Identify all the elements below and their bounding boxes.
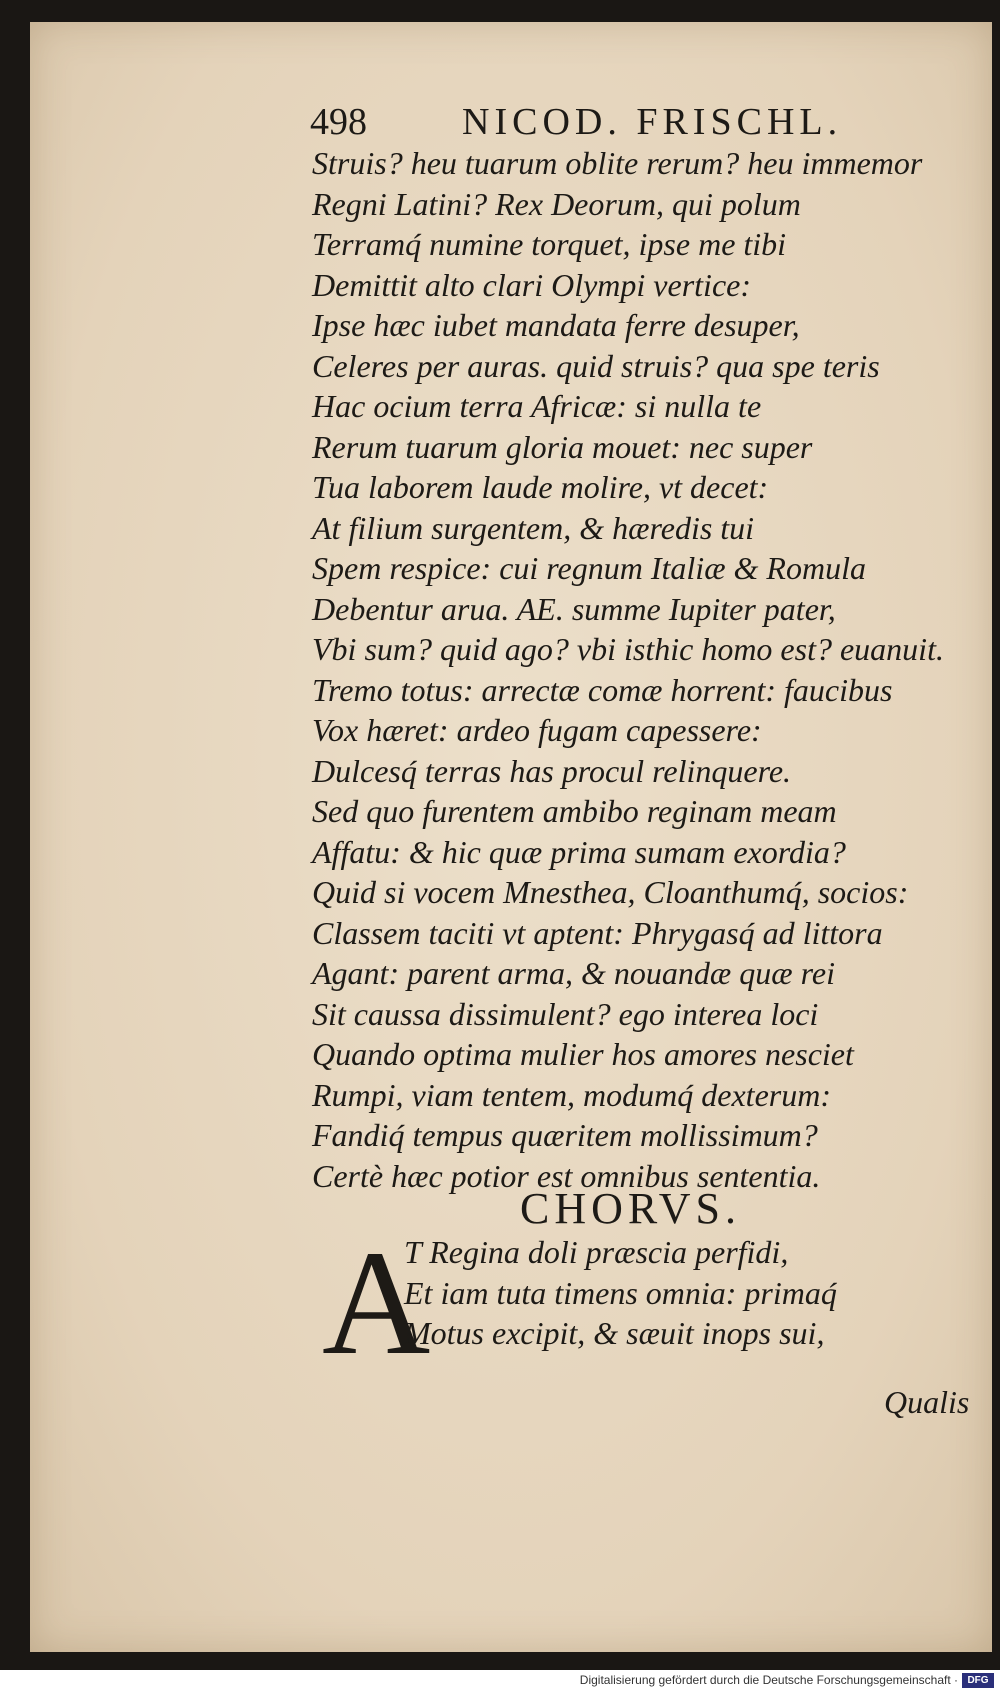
verse-line: Vbi sum? quid ago? vbi isthic homo est? euanuit. [312, 631, 944, 667]
verse-line: Fandiq́ tempus quæritem mollissimum? [312, 1117, 818, 1153]
verse-line: Tremo totus: arrectæ comæ horrent: faucibus [312, 671, 893, 708]
verse-line: Spem respice: cui regnum Italiæ & Romula [312, 550, 866, 586]
chorus-line: Et iam tuta timens omnia: primaq́ [404, 1274, 837, 1311]
footer-bar [0, 1670, 1000, 1693]
drop-cap: A [322, 1220, 431, 1386]
verse-line: Rumpi, viam tentem, modumq́ dexterum: [312, 1076, 831, 1113]
verse-line: Affatu: & hic quæ prima sumam exordia? [312, 833, 846, 870]
verse-line: Sit caussa dissimulent? ego interea loci [312, 995, 819, 1032]
chorus-text [404, 1232, 964, 1354]
verse-line: Debentur arua. AE. summe Iupiter pater, [312, 590, 836, 627]
verse-line: Ipse hæc iubet mandata ferre desuper, [312, 307, 800, 343]
verse-line: Classem taciti vt aptent: Phrygasq́ ad littora [312, 914, 883, 951]
verse-line: Demittit alto clari Olympi vertice: [312, 266, 751, 303]
verse-line: Quid si vocem Mnesthea, Cloanthumq́, socios: [312, 874, 909, 910]
verse-line: Sed quo furentem ambibo reginam meam [312, 793, 837, 829]
verse-line: Agant: parent arma, & nouandæ quæ rei [312, 955, 835, 991]
chorus-line: T Regina doli præscia perfidi, [404, 1234, 789, 1270]
verse-line: Certè hæc potior est omnibus sententia. [312, 1157, 821, 1194]
verse-line: Terramq́ numine torquet, ipse me tibi [312, 226, 787, 262]
chorus-line: Motus excipit, & sæuit inops sui, [404, 1315, 825, 1351]
verse-line: Hac ocium terra Africæ: si nulla te [312, 388, 762, 424]
page-number: 498 [310, 101, 367, 143]
verse-line: Celeres per auras. quid struis? qua spe teris [312, 347, 880, 384]
catchword: Qualis [884, 1384, 970, 1420]
verse-line: Quando optima mulier hos amores nesciet [312, 1036, 854, 1072]
verse-line: Struis? heu tuarum oblite rerum? heu immemor [312, 145, 923, 181]
verse-line: Dulcesq́ terras has procul relinquere. [312, 752, 792, 789]
verse-line: Tua laborem laude molire, vt decet: [312, 469, 769, 505]
footer-credit: Digitalisierung gefördert durch die Deutsche Forschungsgemeinschaft · [579, 1673, 958, 1687]
verse-line: Regni Latini? Rex Deorum, qui polum [312, 185, 801, 222]
verse-line: At filium surgentem, & hæredis tui [312, 509, 755, 546]
running-head: NICOD. FRISCHL. [462, 101, 843, 143]
verse-line: Rerum tuarum gloria mouet: nec super [312, 428, 813, 465]
dfg-logo: DFG [962, 1673, 994, 1688]
verse-line: Vox hæret: ardeo fugam capessere: [312, 712, 762, 748]
verse-text [312, 143, 952, 1196]
chorus-heading: CHORVS. [520, 1184, 741, 1233]
